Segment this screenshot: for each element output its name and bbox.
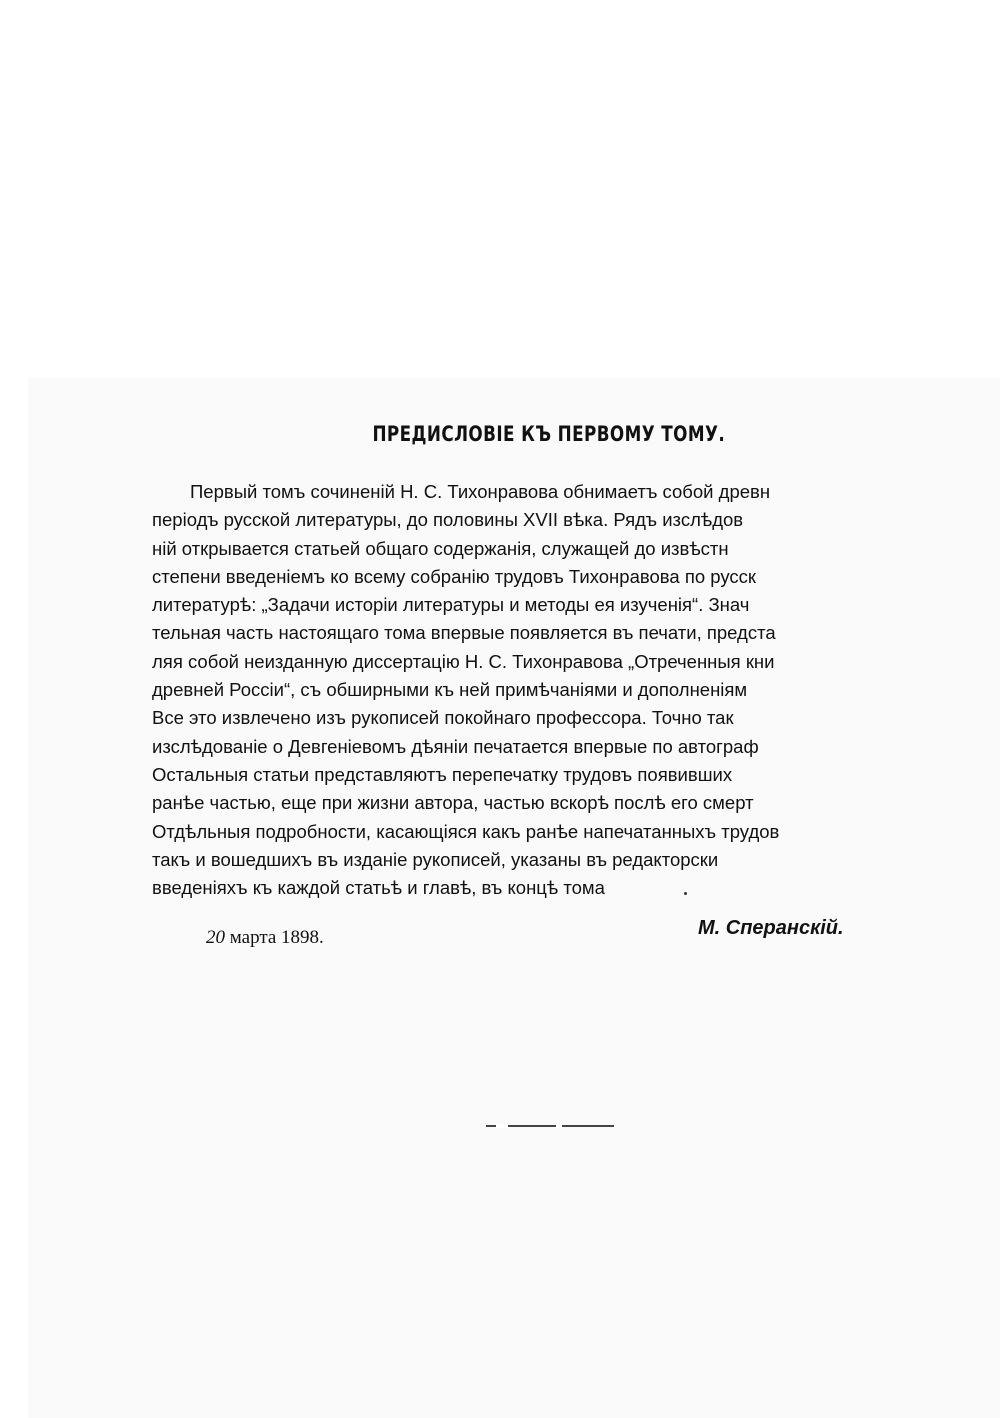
- text-line: Отдѣльныя подробности, касающіяся какъ ранѣе напечатанныхъ трудов: [152, 820, 780, 842]
- text-line: періодъ русской литературы, до половины XVII вѣка. Рядъ изслѣдов: [152, 509, 744, 531]
- end-divider-gap: [556, 1124, 562, 1128]
- text-line: тельная часть настоящаго тома впервые появляется въ печати, предста: [152, 622, 776, 644]
- text-line: степени введеніемъ ко всему собранію трудовъ Тихонравова по русск: [152, 565, 756, 587]
- date-month-year: марта 1898.: [225, 927, 324, 948]
- date-day: 20: [206, 927, 225, 948]
- text-line: ляя собой неизданную диссертацію Н. С. Тихонравова „Отреченныя кни: [152, 650, 775, 672]
- text-line: такъ и вошедшихъ въ изданіе рукописей, указаны въ редакторски: [152, 848, 719, 870]
- preface-body: [152, 478, 900, 902]
- text-line: введеніяхъ къ каждой статьѣ и главѣ, въ концѣ тома: [152, 877, 605, 899]
- text-line: изслѣдованіе о Девгеніевомъ дѣяніи печатается впервые по автограф: [152, 735, 759, 757]
- text-line: ранѣе частью, еще при жизни автора, частью вскорѣ послѣ его смерт: [152, 792, 754, 814]
- text-line: литературѣ: „Задачи исторіи литературы и методы ея изученія“. Знач: [152, 594, 750, 616]
- text-line: Все это извлечено изъ рукописей покойнаго профессора. Точно так: [152, 707, 734, 729]
- text-line: ній открывается статьей общаго содержанія, служащей до извѣстн: [152, 537, 729, 559]
- ink-speck: [684, 892, 687, 895]
- author-signature: М. Сперанскій.: [698, 917, 844, 939]
- text-line: Остальныя статьи представляютъ перепечатку трудовъ появивших: [152, 763, 733, 785]
- end-divider-gap: [496, 1124, 508, 1128]
- page-title: ПРЕДИСЛОВІЕ КЪ ПЕРВОМУ ТОМУ.: [372, 422, 726, 447]
- preface-date: [206, 927, 324, 949]
- text-line: древней Россіи“, съ обширными къ ней примѣчаніями и дополненіям: [152, 679, 748, 701]
- text-line: Первый томъ сочиненій Н. С. Тихонравова обнимаетъ собой древн: [190, 481, 771, 502]
